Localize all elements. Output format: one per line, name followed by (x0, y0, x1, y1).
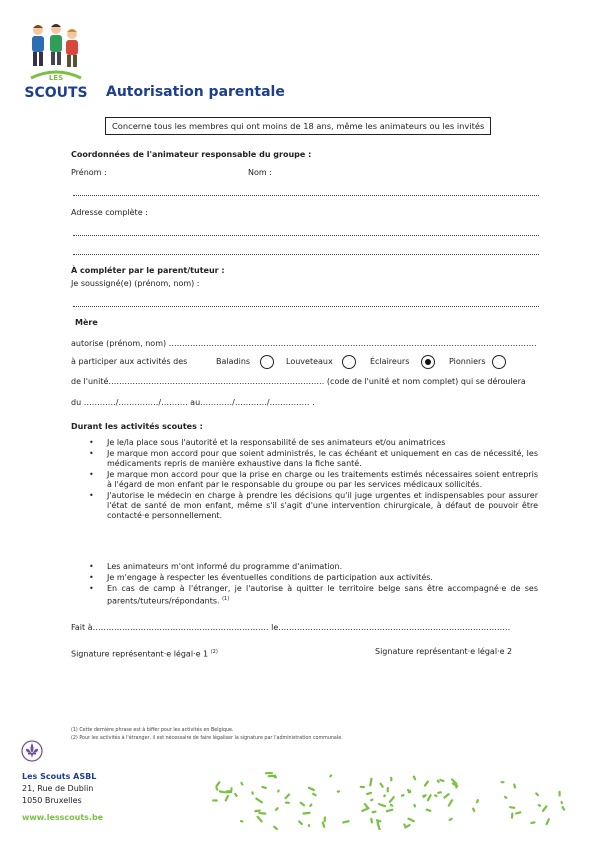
confetti-piece (254, 809, 261, 812)
confetti-piece (361, 807, 370, 812)
confetti-piece (443, 793, 450, 799)
signature-1-label: Signature représentant·e légal·e 1 $^{(2)}$ (71, 649, 218, 659)
participer-label: à participer aux activités des (71, 357, 188, 366)
confetti-piece (541, 805, 547, 813)
confetti-piece (309, 803, 313, 807)
dates-field[interactable]: du …………/……………/………. au…………/…………/…………… . (71, 398, 315, 407)
confetti-piece (255, 797, 263, 804)
signature-2-label: Signature représentant·e légal·e 2 (375, 647, 513, 656)
list-item: • Je m'engage à respecter les éventuelles conditions de participation aux activités. (71, 573, 538, 583)
confetti-piece (377, 824, 381, 830)
confetti-piece (285, 801, 290, 804)
confetti-piece (427, 794, 432, 802)
confetti-piece (412, 775, 416, 780)
mere-label: Mère (75, 318, 98, 327)
section-label-baladins: Baladins (216, 357, 251, 366)
list-item: • En cas de camp à l'étranger, je l'autorise à quitter le territoire belge sans être accompagné·e de ses parents/tuteurs/répondants. $^{(1)}$ (71, 584, 538, 607)
list-item: • J'autorise le médecin en charge à prendre les décisions qu'il juge urgentes et indispensables pour assurer l'état de santé de mon enfant, même s'il s'agit d'une intervention chirurgicale, à défaut de pouvoir être contacté·e personnellement. (71, 491, 538, 521)
confetti-piece (422, 795, 426, 797)
adresse-label: Adresse complète : (71, 208, 148, 217)
confetti-piece (370, 798, 374, 801)
confetti-piece (389, 803, 393, 807)
confetti-piece (509, 806, 516, 809)
autorise-field[interactable]: autorise (prénom, nom) ………………………………………………………………………………………………………………………… (71, 339, 537, 348)
list-item: • Je marque mon accord pour que la prise en charge ou les traitements estimés nécessaires soient entrepris à l'égard de mon enfant par le responsable du groupe ou par les services médicaux sollicités. (71, 470, 538, 490)
asbl-street: 21, Rue de Dublin (22, 784, 94, 793)
confetti-piece (378, 803, 387, 808)
list-item: • Je marque mon accord pour que soient administrés, le cas échéant et uniquement en cas de nécessité, les médicaments repris de manière exhaustive dans la fiche santé. (71, 449, 538, 469)
confetti-piece (277, 789, 280, 793)
soussigne-label: Je soussigné(e) (prénom, nom) : (71, 279, 200, 288)
confetti-piece (302, 812, 310, 815)
confetti-piece (423, 780, 429, 787)
confetti-piece (530, 821, 536, 824)
confetti-piece (370, 818, 373, 824)
confetti-piece (387, 787, 389, 792)
section-label-pionniers: Pionniers (449, 357, 486, 366)
durant-heading: Durant les activités scoutes : (71, 422, 203, 431)
confetti-piece (329, 774, 333, 778)
confetti-decoration (208, 770, 583, 830)
prenom-label: Prénom : (71, 168, 107, 177)
confetti-piece (379, 782, 384, 788)
asbl-name: Les Scouts ASBL (22, 772, 97, 781)
confetti-piece (240, 820, 244, 823)
confetti-piece (215, 781, 221, 788)
unite-field[interactable]: de l'unité……………………………………………………………………… (code de l'unité et nom complet) qui se déroulera (71, 377, 526, 386)
confetti-piece (513, 783, 516, 788)
list-item: • Je le/la place sous l'autorité et la responsabilité de ses animateurs et/ou animatrices (71, 438, 538, 448)
confetti-piece (336, 790, 340, 793)
adresse-field-2[interactable] (73, 253, 539, 255)
confetti-piece (273, 776, 277, 778)
concerne-note: Concerne tous les membres qui ont moins de 18 ans, même les animateurs ou les invités (105, 117, 491, 135)
asbl-city: 1050 Bruxelles (22, 796, 82, 805)
confetti-piece (219, 790, 226, 793)
animateur-heading: Coordonnées de l'animateur responsable du groupe : (71, 150, 312, 159)
fleur-de-lis-icon (21, 739, 43, 763)
prenom-nom-field[interactable] (73, 194, 539, 196)
radio-eclaireurs[interactable] (421, 355, 435, 369)
radio-baladins[interactable] (260, 355, 274, 369)
confetti-piece (386, 808, 394, 812)
confetti-piece (251, 791, 254, 795)
confetti-piece (511, 812, 514, 818)
list-item: • Les animateurs m'ont informé du programme d'animation. (71, 562, 538, 572)
confetti-piece (234, 792, 238, 797)
confetti-piece (383, 794, 387, 798)
footnote-1: (1) Cette dernière phrase est à biffer pour les activités en Belgique. (71, 728, 234, 733)
radio-pionniers[interactable] (492, 355, 506, 369)
nom-label: Nom : (248, 168, 272, 177)
fait-field[interactable]: Fait à………………………………………………………… le…………………………………………………………………………… (71, 623, 511, 632)
parent-heading: À compléter par le parent/tuteur : (71, 266, 225, 275)
confetti-piece (360, 786, 366, 789)
scouts-logo-icon (25, 22, 87, 104)
section-label-eclaireurs: Éclaireurs (370, 357, 410, 366)
confetti-piece (545, 818, 550, 826)
confetti-piece (312, 792, 317, 796)
asbl-website[interactable]: www.lesscouts.be (22, 813, 104, 822)
confetti-piece (560, 801, 563, 805)
confetti-piece (561, 806, 565, 811)
confetti-piece (321, 821, 325, 828)
confetti-piece (256, 815, 263, 823)
soussigne-field[interactable] (73, 305, 539, 307)
confetti-piece (425, 808, 431, 812)
confetti-piece (369, 778, 373, 787)
confetti-piece (390, 777, 392, 782)
confetti-piece (230, 787, 233, 793)
radio-louveteaux[interactable] (342, 355, 356, 369)
section-label-louveteaux: Louveteaux (286, 357, 333, 366)
confetti-piece (342, 820, 350, 824)
footnote-2: (2) Pour les activités à l'étranger, il est nécessaire de faire légaliser la signature par l'administration communale. (71, 736, 343, 741)
confetti-piece (224, 794, 229, 801)
confetti-piece (225, 790, 230, 793)
confetti-piece (261, 786, 267, 790)
confetti-piece (501, 781, 505, 783)
conditions-list-b (71, 562, 538, 608)
confetti-piece (324, 816, 326, 822)
confetti-piece (388, 796, 395, 804)
svg-text:SCOUTS: SCOUTS (25, 85, 87, 101)
confetti-piece (401, 794, 405, 797)
confetti-piece (284, 793, 290, 800)
confetti-piece (307, 824, 310, 828)
confetti-piece (307, 786, 315, 791)
svg-text:LES: LES (48, 74, 64, 82)
confetti-piece (371, 810, 376, 813)
confetti-piece (537, 804, 541, 808)
adresse-field-1[interactable] (73, 234, 539, 236)
confetti-piece (558, 791, 560, 797)
confetti-piece (535, 792, 540, 797)
confetti-piece (258, 812, 266, 815)
confetti-piece (366, 792, 373, 796)
confetti-piece (515, 811, 522, 815)
confetti-piece (299, 801, 305, 807)
confetti-piece (407, 817, 415, 823)
confetti-piece (275, 807, 280, 812)
confetti-piece (265, 772, 273, 774)
confetti-piece (448, 817, 453, 821)
conditions-list-a (71, 438, 538, 522)
confetti-piece (212, 799, 218, 801)
confetti-piece (298, 820, 304, 826)
confetti-piece (434, 794, 438, 797)
confetti-piece (215, 787, 219, 791)
confetti-piece (240, 781, 244, 785)
confetti-piece (413, 803, 416, 807)
confetti-piece (273, 825, 279, 830)
confetti-piece (472, 807, 476, 812)
confetti-piece (504, 795, 508, 799)
confetti-piece (476, 799, 480, 804)
confetti-piece (437, 791, 442, 794)
confetti-piece (439, 778, 445, 782)
page-title: Autorisation parentale (106, 84, 285, 100)
confetti-piece (447, 799, 453, 807)
